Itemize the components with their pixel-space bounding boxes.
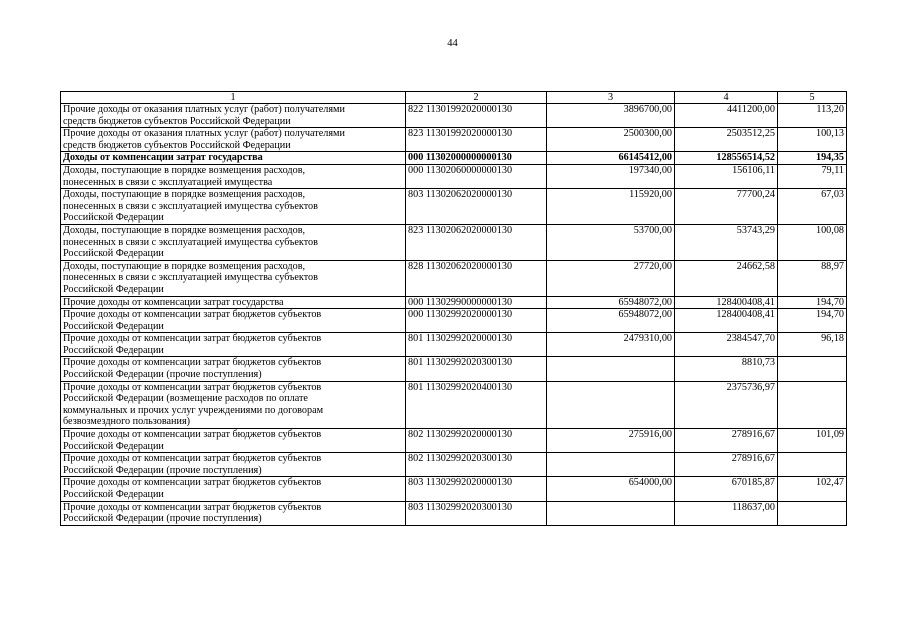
row-fact-cell: 128400408,41 [675, 309, 778, 333]
row-code-cell: 000 11302990000000130 [406, 296, 547, 309]
row-fact-cell: 128400408,41 [675, 296, 778, 309]
row-code-cell: 803 11302992020300130 [406, 501, 547, 525]
row-plan-cell: 65948072,00 [547, 296, 675, 309]
row-percent-cell: 102,47 [778, 477, 847, 501]
row-fact-cell: 2375736,97 [675, 381, 778, 428]
row-name-cell: Прочие доходы от компенсации затрат бюджетов субъектов Российской Федерации (прочие поступления) [61, 501, 406, 525]
row-percent-cell: 67,03 [778, 189, 847, 225]
row-name-cell: Прочие доходы от компенсации затрат бюджетов субъектов Российской Федерации [61, 333, 406, 357]
table-row [61, 164, 847, 188]
table-row [61, 260, 847, 296]
table-row [61, 152, 847, 165]
table-row [61, 309, 847, 333]
row-percent-cell: 79,11 [778, 164, 847, 188]
row-fact-cell: 2384547,70 [675, 333, 778, 357]
row-code-cell: 801 11302992020300130 [406, 357, 547, 381]
table-row [61, 477, 847, 501]
table-row [61, 453, 847, 477]
row-name-cell: Прочие доходы от компенсации затрат бюджетов субъектов Российской Федерации [61, 477, 406, 501]
row-fact-cell: 118637,00 [675, 501, 778, 525]
column-header-5: 5 [778, 92, 847, 104]
header-row [61, 92, 847, 104]
row-name-cell: Прочие доходы от компенсации затрат бюджетов субъектов Российской Федерации (прочие поступления) [61, 453, 406, 477]
row-code-cell: 803 11302992020000130 [406, 477, 547, 501]
row-percent-cell: 101,09 [778, 429, 847, 453]
row-plan-cell: 53700,00 [547, 224, 675, 260]
row-code-cell: 802 11302992020000130 [406, 429, 547, 453]
row-percent-cell [778, 501, 847, 525]
row-percent-cell [778, 381, 847, 428]
row-code-cell: 000 11302000000000130 [406, 152, 547, 165]
row-percent-cell: 100,08 [778, 224, 847, 260]
row-plan-cell: 654000,00 [547, 477, 675, 501]
row-name-cell: Прочие доходы от компенсации затрат бюджетов субъектов Российской Федерации [61, 429, 406, 453]
row-fact-cell: 156106,11 [675, 164, 778, 188]
row-percent-cell [778, 357, 847, 381]
row-code-cell: 803 11302062020000130 [406, 189, 547, 225]
table-row [61, 333, 847, 357]
row-plan-cell: 65948072,00 [547, 309, 675, 333]
table-row [61, 429, 847, 453]
row-fact-cell: 128556514,52 [675, 152, 778, 165]
table-row [61, 296, 847, 309]
row-plan-cell: 66145412,00 [547, 152, 675, 165]
row-plan-cell: 2500300,00 [547, 128, 675, 152]
row-name-cell: Прочие доходы от компенсации затрат бюджетов субъектов Российской Федерации (прочие поступления) [61, 357, 406, 381]
table-row [61, 224, 847, 260]
table-row [61, 128, 847, 152]
column-header-3: 3 [547, 92, 675, 104]
row-plan-cell: 27720,00 [547, 260, 675, 296]
row-percent-cell: 100,13 [778, 128, 847, 152]
column-header-2: 2 [406, 92, 547, 104]
row-plan-cell: 197340,00 [547, 164, 675, 188]
row-fact-cell: 2503512,25 [675, 128, 778, 152]
row-name-cell: Прочие доходы от компенсации затрат бюджетов субъектов Российской Федерации [61, 309, 406, 333]
row-name-cell: Доходы, поступающие в порядке возмещения расходов, понесенных в связи с эксплуатацией имущества [61, 164, 406, 188]
row-percent-cell: 194,70 [778, 296, 847, 309]
row-name-cell: Доходы, поступающие в порядке возмещения расходов, понесенных в связи с эксплуатацией имущества субъектов Российской Федерации [61, 224, 406, 260]
row-fact-cell: 278916,67 [675, 429, 778, 453]
row-name-cell: Прочие доходы от компенсации затрат государства [61, 296, 406, 309]
row-percent-cell [778, 453, 847, 477]
row-fact-cell: 8810,73 [675, 357, 778, 381]
row-name-cell: Доходы, поступающие в порядке возмещения расходов, понесенных в связи с эксплуатацией имущества субъектов Российской Федерации [61, 189, 406, 225]
row-code-cell: 822 11301992020000130 [406, 104, 547, 128]
row-code-cell: 801 11302992020000130 [406, 333, 547, 357]
row-name-cell: Прочие доходы от компенсации затрат бюджетов субъектов Российской Федерации (возмещение расходов по оплате коммунальных и прочих услуг учреждениями по договорам безвозмездного пользования) [61, 381, 406, 428]
row-code-cell: 828 11302062020000130 [406, 260, 547, 296]
row-fact-cell: 53743,29 [675, 224, 778, 260]
row-plan-cell: 2479310,00 [547, 333, 675, 357]
row-percent-cell: 113,20 [778, 104, 847, 128]
row-percent-cell: 96,18 [778, 333, 847, 357]
row-code-cell: 802 11302992020300130 [406, 453, 547, 477]
page-number: 44 [447, 38, 458, 49]
row-code-cell: 000 11302992020000130 [406, 309, 547, 333]
row-percent-cell: 88,97 [778, 260, 847, 296]
row-name-cell: Доходы от компенсации затрат государства [61, 152, 406, 165]
row-percent-cell: 194,70 [778, 309, 847, 333]
row-code-cell: 823 11301992020000130 [406, 128, 547, 152]
row-fact-cell: 24662,58 [675, 260, 778, 296]
revenue-table [60, 91, 847, 526]
table-row [61, 501, 847, 525]
row-plan-cell [547, 501, 675, 525]
column-header-1: 1 [61, 92, 406, 104]
table-row [61, 104, 847, 128]
row-percent-cell: 194,35 [778, 152, 847, 165]
row-plan-cell [547, 357, 675, 381]
row-plan-cell: 3896700,00 [547, 104, 675, 128]
row-code-cell: 000 11302060000000130 [406, 164, 547, 188]
table-row [61, 357, 847, 381]
row-name-cell: Прочие доходы от оказания платных услуг (работ) получателями средств бюджетов субъектов Российской Федерации [61, 104, 406, 128]
row-plan-cell [547, 381, 675, 428]
row-fact-cell: 4411200,00 [675, 104, 778, 128]
table-row [61, 381, 847, 428]
row-plan-cell: 115920,00 [547, 189, 675, 225]
row-fact-cell: 278916,67 [675, 453, 778, 477]
column-header-4: 4 [675, 92, 778, 104]
row-plan-cell [547, 453, 675, 477]
row-name-cell: Прочие доходы от оказания платных услуг (работ) получателями средств бюджетов субъектов Российской Федерации [61, 128, 406, 152]
row-code-cell: 801 11302992020400130 [406, 381, 547, 428]
row-name-cell: Доходы, поступающие в порядке возмещения расходов, понесенных в связи с эксплуатацией имущества субъектов Российской Федерации [61, 260, 406, 296]
row-fact-cell: 670185,87 [675, 477, 778, 501]
table-row [61, 189, 847, 225]
row-code-cell: 823 11302062020000130 [406, 224, 547, 260]
row-fact-cell: 77700,24 [675, 189, 778, 225]
row-plan-cell: 275916,00 [547, 429, 675, 453]
